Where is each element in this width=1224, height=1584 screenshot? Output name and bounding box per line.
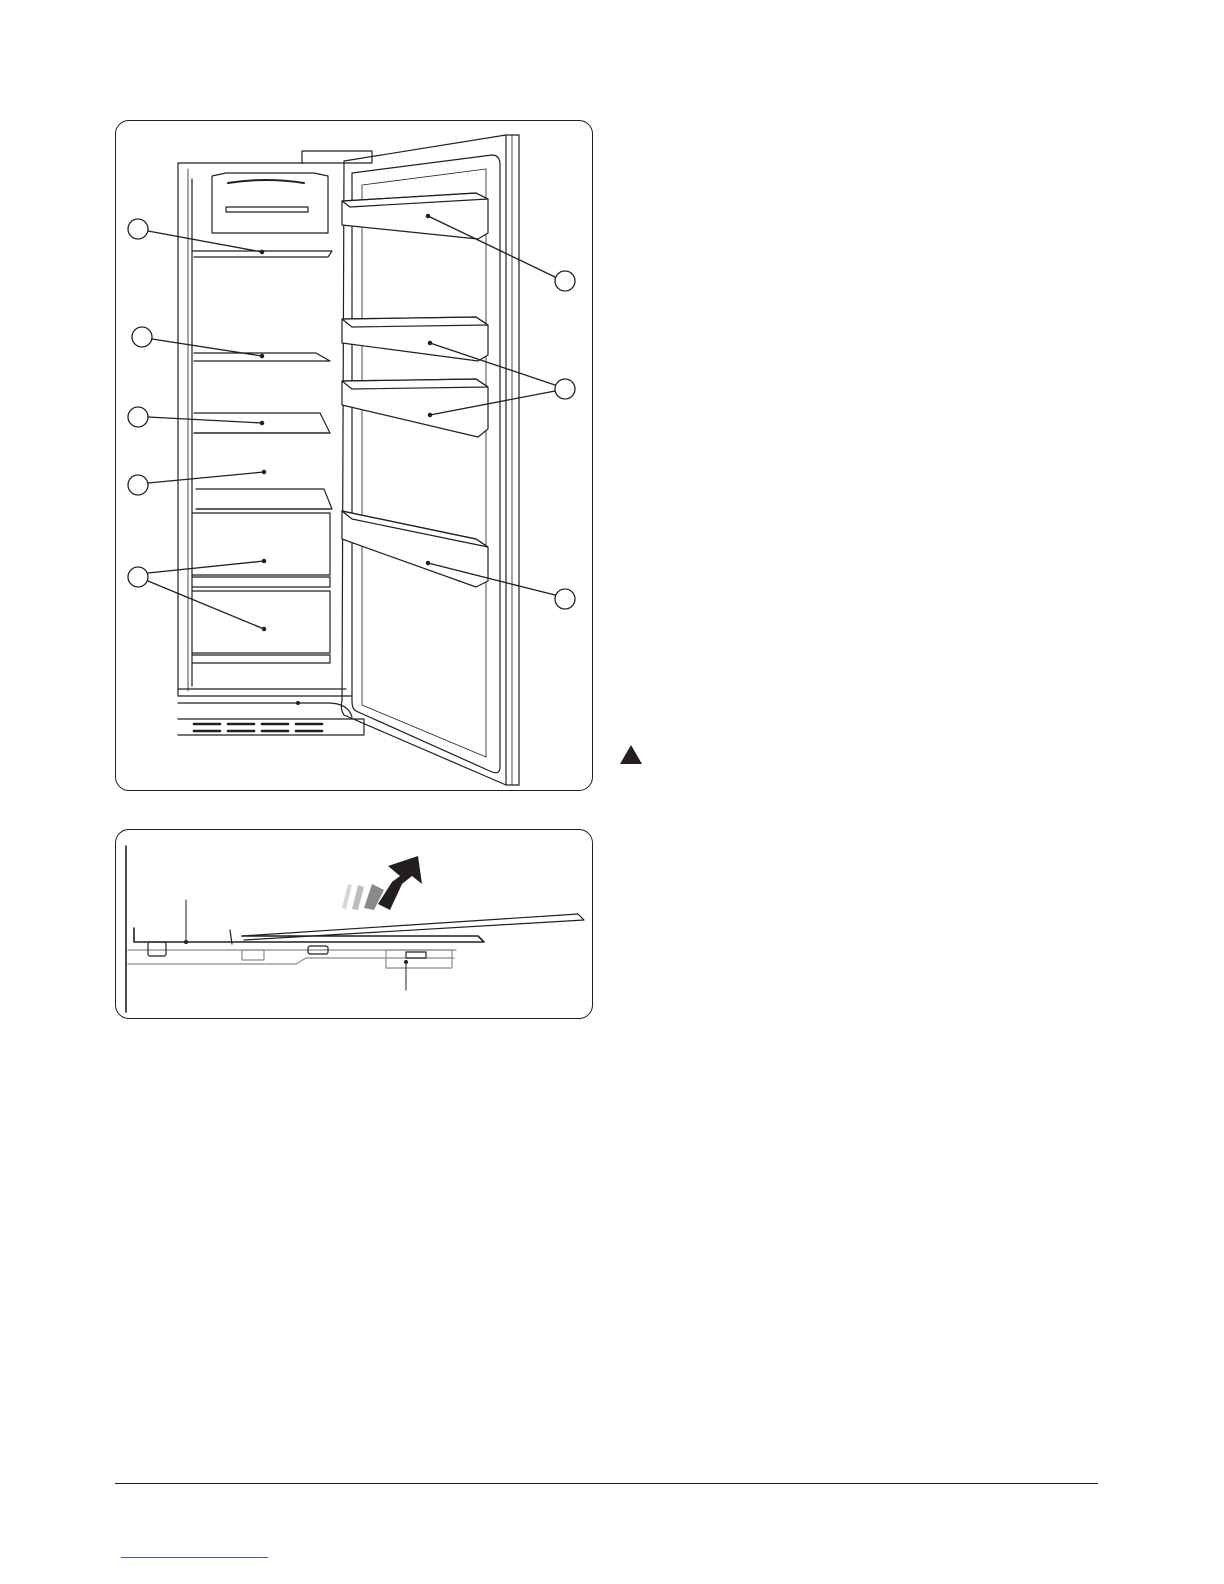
lift-arrow-icon — [342, 856, 422, 910]
shelf-support-rail — [128, 950, 456, 968]
callout-circle-4 — [128, 475, 148, 495]
fridge-drawing — [116, 121, 593, 791]
shelves — [192, 251, 332, 509]
glass-shelf — [134, 914, 584, 958]
shelf-drawing — [116, 830, 593, 1019]
warning-triangle-icon — [620, 745, 642, 764]
callout-circle-3 — [128, 407, 148, 427]
callout-circle-1 — [128, 219, 148, 239]
shelf-removal-figure — [115, 829, 593, 1019]
fridge-interior-figure — [115, 120, 593, 791]
door-bins — [342, 193, 488, 587]
callout-circle-7 — [555, 379, 575, 399]
callout-circle-2 — [132, 327, 152, 347]
footer-divider — [115, 1483, 1098, 1484]
callout-circle-5 — [128, 567, 148, 587]
callout-circle-8 — [555, 589, 575, 609]
footer-link-underline[interactable] — [121, 1557, 268, 1558]
left-callouts — [128, 219, 266, 631]
callout-circle-6 — [555, 271, 575, 291]
crisper-drawers — [192, 513, 330, 663]
